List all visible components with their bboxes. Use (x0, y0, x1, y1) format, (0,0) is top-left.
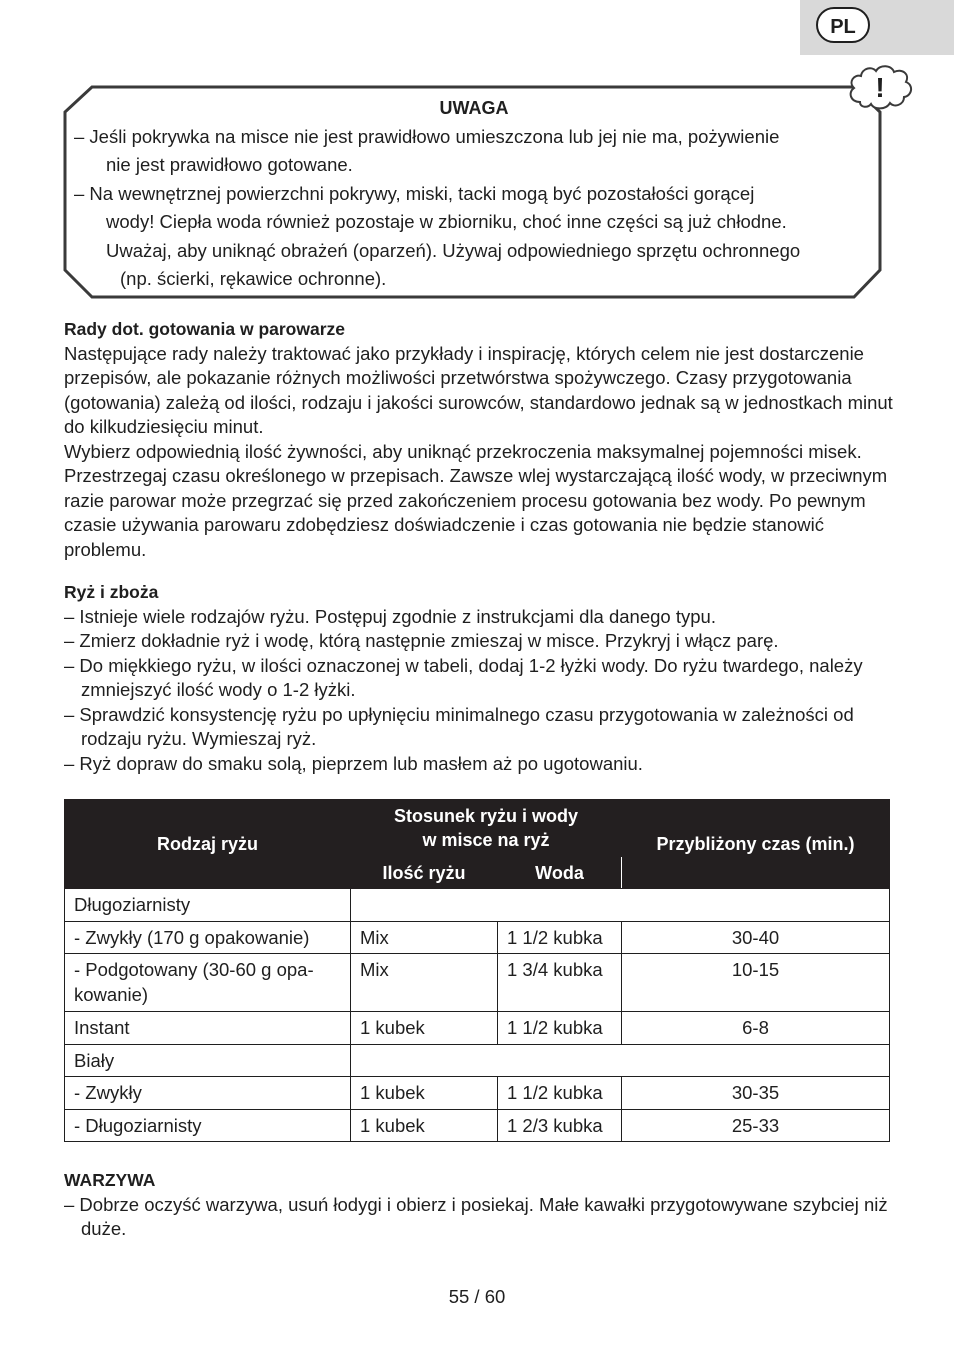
cell-type: - Długoziarnisty (65, 1109, 351, 1142)
header-ratio: Stosunek ryżu i wody w misce na ryż (351, 800, 622, 857)
group-name: Biały (65, 1044, 351, 1077)
cell-water: 1 3/4 kubka (498, 954, 622, 1012)
header-amount: Ilość ryżu (351, 857, 498, 889)
cell-time: 30-40 (622, 921, 890, 954)
table-group-row (65, 1044, 890, 1077)
cell-amount: Mix (351, 954, 498, 1012)
cell-water: 1 1/2 kubka (498, 921, 622, 954)
rice-item-3: – Do miękkiego ryżu, w ilości oznaczonej w tabeli, dodaj 1-2 łyżki wody. Do ryżu twardego, należy zmniejszyć ilość wody o 1-2 łyżki. (64, 654, 863, 700)
cell-amount: 1 kubek (351, 1012, 498, 1045)
group-name: Długoziarnisty (65, 889, 351, 922)
cell-type: Instant (65, 1012, 351, 1045)
table-group-row (65, 889, 890, 922)
language-badge: PL (816, 7, 870, 43)
rice-item-1: – Istnieje wiele rodzajów ryżu. Postępuj zgodnie z instrukcjami dla danego typu. (64, 605, 716, 627)
table-row (65, 1077, 890, 1110)
cell-water: 1 2/3 kubka (498, 1109, 622, 1142)
warning-text (74, 94, 874, 294)
vegetables-section (64, 1168, 894, 1242)
header-time: Przybliżony czas (min.) (622, 800, 890, 889)
warning-title: UWAGA (439, 98, 509, 118)
cell-water: 1 1/2 kubka (498, 1012, 622, 1045)
rice-item-4: – Sprawdzić konsystencję ryżu po upłynięciu minimalnego czasu przygotowania w zależności od rodzaju ryżu. Wymieszaj ryż. (64, 703, 854, 749)
cell-time: 30-35 (622, 1077, 890, 1110)
cell-amount: 1 kubek (351, 1077, 498, 1110)
cell-amount: 1 kubek (351, 1109, 498, 1142)
table-row (65, 921, 890, 954)
header-water: Woda (498, 857, 622, 889)
cell-water: 1 1/2 kubka (498, 1077, 622, 1110)
rice-item-5: – Ryż dopraw do smaku solą, pieprzem lub masłem aż po ugotowaniu. (64, 752, 643, 774)
rice-heading: Ryż i zboża (64, 582, 159, 602)
warning-item-2: – Na wewnętrznej powierzchni pokrywy, miski, tacki mogą być pozostałości gorącej wody! Ciepła woda również pozostaje w zbiorniku, choć inne części są już chłodne. Uważaj, aby uniknąć obrażeń (oparzeń). Używaj odpowiedniego sprzętu ochronnego (np. ścierki, rękawice ochronne). (74, 182, 801, 289)
table-row (65, 1109, 890, 1142)
rice-item-2: – Zmierz dokładnie ryż i wodę, którą następnie zmieszaj w misce. Przykryj i włącz parę. (64, 630, 779, 651)
cell-type: - Zwykły (170 g opakowanie) (65, 921, 351, 954)
cell-type: - Zwykły (65, 1077, 351, 1110)
cell-amount: Mix (351, 921, 498, 954)
rice-table (64, 799, 890, 1142)
cell-time: 10-15 (622, 954, 890, 1012)
tips-paragraph-1: Następujące rady należy traktować jako przykłady i inspirację, których celem nie jest dostarczenie przepisów, ale pokazanie różnych możliwości przetwórstwa spożywczego. Czasy przygotowania (gotowania) zależą od ilości, rodzaju i jakości surowców, standardowo jednak są w jednostkach minut do kilkudziesięciu minut. (64, 342, 893, 437)
cell-time: 6-8 (622, 1012, 890, 1045)
vegetables-item-1: – Dobrze oczyść warzywa, usuń łodygi i obierz i posiekaj. Małe kawałki przygotowywane szybciej niż duże. (64, 1193, 888, 1239)
cell-type: - Podgotowany (30-60 g opa-kowanie) (65, 954, 351, 1012)
warning-item-1: – Jeśli pokrywka na misce nie jest prawidłowo umieszczona lub jej nie ma, pożywienie nie jest prawidłowo gotowane. (74, 125, 780, 175)
language-tab (800, 0, 954, 55)
tips-paragraph-2: Wybierz odpowiednią ilość żywności, aby uniknąć przekroczenia maksymalnej pojemności misek. Przestrzegaj czasu określonego w przepisach. Zawsze wlej wystarczającą ilość wody, w przeciwnym razie parowar może przegrzać się przed zakończeniem procesu gotowania bez wody. Po pewnym czasie używania parowaru zdobędziesz doświadczenie i czas gotowania nie będzie stanowić problemu. (64, 440, 888, 560)
page-number: 55 / 60 (448, 1286, 506, 1307)
table-row (65, 1012, 890, 1045)
main-content (64, 317, 894, 776)
table-row (65, 954, 890, 1012)
cell-time: 25-33 (622, 1109, 890, 1142)
header-type: Rodzaj ryżu (65, 800, 351, 889)
tips-heading: Rady dot. gotowania w parowarze (64, 319, 346, 339)
vegetables-heading: WARZYWA (64, 1170, 156, 1190)
exclamation-mark: ! (875, 72, 885, 103)
